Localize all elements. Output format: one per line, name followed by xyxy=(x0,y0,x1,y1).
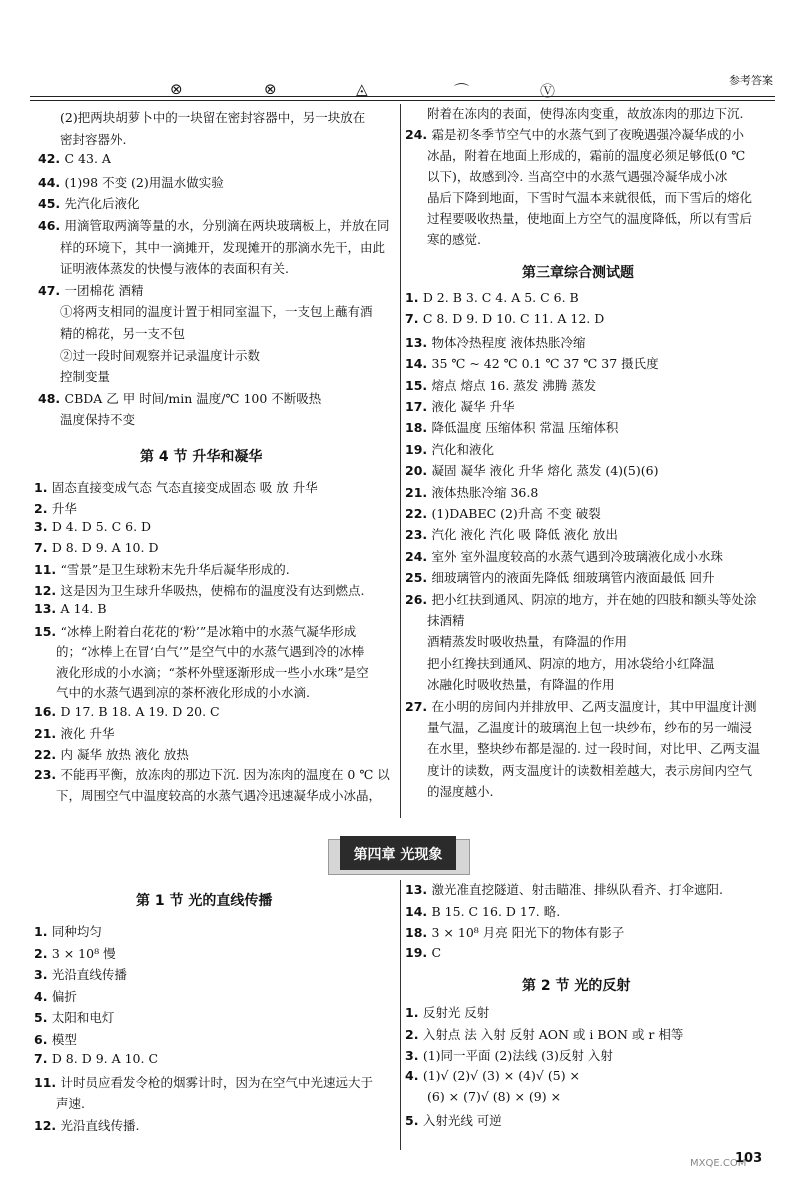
answer-line: 14. 35 ℃ ~ 42 ℃ 0.1 ℃ 37 ℃ 37 摄氏度 xyxy=(405,356,659,372)
answer-line: ②过一段时间观察并记录温度计示数 xyxy=(60,347,261,363)
answer-line: 在水里，整块纱布都是湿的. 过一段时间，对比甲、乙两支温 xyxy=(427,741,760,757)
answer-line: 7. D 8. D 9. A 10. D xyxy=(34,539,159,555)
answer-line: 7. D 8. D 9. A 10. C xyxy=(34,1051,159,1066)
answer-line: 控制变量 xyxy=(60,369,111,385)
answer-line: 3. (1)同一平面 (2)法线 (3)反射 入射 xyxy=(405,1048,613,1063)
answer-line: 45. 先汽化后液化 xyxy=(38,196,140,212)
answer-line: 22. 内 凝华 放热 液化 放热 xyxy=(34,746,189,762)
answer-line: 5. 太阳和电灯 xyxy=(34,1010,115,1025)
answer-line: 23. 汽化 液化 汽化 吸 降低 液化 放出 xyxy=(405,527,618,543)
answer-line: 3. 光沿直线传播 xyxy=(34,967,127,982)
answer-line: 的；“冰棒上在冒‘白气’”是空气中的水蒸气遇到冷的冰棒 xyxy=(56,644,365,659)
answer-line: 样的环境下，其中一滴摊开，发现摊开的那滴水先干，由此 xyxy=(60,239,386,255)
answer-line: 12. 这是因为卫生球升华吸热，使棉布的温度没有达到燃点. xyxy=(34,582,365,598)
answer-line: 液化形成的小水滴；“茶杯外壁逐渐形成一些小水珠”是空 xyxy=(56,664,369,680)
answer-line: 1. 同种均匀 xyxy=(34,924,102,939)
answer-line: 46. 用滴管取两滴等量的水，分别滴在两块玻璃板上，并放在同 xyxy=(38,218,390,233)
answer-line: 42. C 43. A xyxy=(38,151,111,167)
answer-line: 23. 不能再平衡，放冻肉的那边下沉. 因为冻肉的温度在 0 ℃ 以 xyxy=(34,767,390,782)
section-title: 第 1 节 光的直线传播 xyxy=(136,893,273,909)
answer-line: 15. “冰棒上附着白花花的‘粉’”是冰箱中的水蒸气凝华形成 xyxy=(34,623,357,639)
answer-line: 11. “雪景”是卫生球粉末先升华后凝华形成的. xyxy=(34,562,290,577)
answer-line: 证明液体蒸发的快慢与液体的表面积有关. xyxy=(60,261,289,277)
answer-line: 2. 3 × 10⁸ 慢 xyxy=(34,945,116,961)
answer-line: 12. 光沿直线传播. xyxy=(34,1117,140,1133)
answer-line: 13. 激光准直挖隧道、射击瞄准、排纵队看齐、打伞遮阳. xyxy=(405,882,723,897)
decor-triangle-icon: ◬ xyxy=(356,80,368,98)
answer-line: 48. CBDA 乙 甲 时间/min 温度/℃ 100 不断吸热 xyxy=(38,390,322,406)
answer-line: 的湿度越小. xyxy=(427,784,494,800)
answer-line: 2. 升华 xyxy=(34,500,77,516)
answer-line: 下，周围空气中温度较高的水蒸气遇冷迅速凝华成小冰晶， xyxy=(56,787,382,803)
answer-line: 以下)，故感到冷. 当高空中的水蒸气遇强冷凝华成小冰 xyxy=(427,169,728,184)
answer-line: 把小红搀扶到通风、阴凉的地方，用冰袋给小红降温 xyxy=(427,655,715,671)
header-rule xyxy=(30,96,775,97)
answer-line: 21. 液体热胀冷缩 36.8 xyxy=(405,484,539,500)
answer-line: 1. 固态直接变成气态 气态直接变成固态 吸 放 升华 xyxy=(34,480,318,495)
answer-line: 3. D 4. D 5. C 6. D xyxy=(34,519,152,534)
answer-line: 1. 反射光 反射 xyxy=(405,1005,490,1020)
answer-line: 13. A 14. B xyxy=(34,601,107,616)
page-number: 103 xyxy=(735,1151,763,1166)
answer-line: 7. C 8. D 9. D 10. C 11. A 12. D xyxy=(405,311,605,327)
answer-line: 温度保持不变 xyxy=(60,412,136,428)
answer-line: 15. 熔点 熔点 16. 蒸发 沸腾 蒸发 xyxy=(405,377,597,393)
answer-line: 抹酒精 xyxy=(427,613,465,628)
answer-line: 声速. xyxy=(56,1096,85,1111)
answer-line: 19. 汽化和液化 xyxy=(405,441,495,457)
answer-line: 密封容器外. xyxy=(60,131,127,147)
column-divider xyxy=(400,104,401,818)
answer-line: 2. 入射点 法 入射 反射 AON 或 i BON 或 r 相等 xyxy=(405,1026,684,1042)
answer-line: 度计的读数，两支温度计的读数相差越大，表示房间内空气 xyxy=(427,762,753,778)
answer-line: 11. 计时员应看发令枪的烟雾计时，因为在空气中光速远大于 xyxy=(34,1074,374,1090)
answer-line: 精的棉花，另一支不包 xyxy=(60,326,186,341)
answer-line: 19. C xyxy=(405,944,442,960)
page-header xyxy=(30,72,775,102)
answer-line: 20. 凝固 凝华 液化 升华 熔化 蒸发 (4)(5)(6) xyxy=(405,463,659,479)
column-divider xyxy=(400,880,401,1150)
answer-line: 25. 细玻璃管内的液面先降低 细玻璃管内液面最低 回升 xyxy=(405,570,715,586)
answer-line: ①将两支相同的温度计置于相同室温下，一支包上蘸有酒 xyxy=(60,304,373,320)
answer-line: 6. 模型 xyxy=(34,1031,77,1047)
chapter-title: 第四章 光现象 xyxy=(353,847,443,863)
answer-line: 24. 室外 室外温度较高的水蒸气遇到冷玻璃液化成小水珠 xyxy=(405,548,723,564)
answer-line: 16. D 17. B 18. A 19. D 20. C xyxy=(34,703,220,719)
answer-line: (2)把两块胡萝卜中的一块留在密封容器中，另一块放在 xyxy=(60,110,366,125)
answer-line: 47. 一团棉花 酒精 xyxy=(38,282,144,298)
answer-line: (6) × (7)√ (8) × (9) × xyxy=(427,1089,562,1104)
answer-line: 21. 液化 升华 xyxy=(34,726,115,741)
section-title: 第 2 节 光的反射 xyxy=(522,978,631,994)
answer-line: 1. D 2. B 3. C 4. A 5. C 6. B xyxy=(405,290,579,305)
answer-line: 5. 入射光线 可逆 xyxy=(405,1112,502,1128)
answer-line: 26. 把小红扶到通风、阴凉的地方，并在她的四肢和额头等处涂 xyxy=(405,591,757,607)
answer-line: 22. (1)DABEC (2)升高 不变 破裂 xyxy=(405,506,601,521)
answer-line: 27. 在小明的房间内并排放甲、乙两支温度计，其中甲温度计测 xyxy=(405,698,757,714)
answer-line: 酒精蒸发时吸收热量，有降温的作用 xyxy=(427,634,628,650)
answer-line: 14. B 15. C 16. D 17. 略. xyxy=(405,903,561,919)
decor-circle-x-icon: ⊗ xyxy=(264,80,277,98)
answer-line: 13. 物体冷热程度 液体热胀冷缩 xyxy=(405,334,586,350)
answer-line: 冰融化时吸收热量，有降温的作用 xyxy=(427,677,615,693)
answer-line: 寒的感觉. xyxy=(427,232,481,247)
answer-line: 附着在冻肉的表面，使得冻肉变重，故放冻肉的那边下沉. xyxy=(427,106,744,121)
answer-line: 4. (1)√ (2)√ (3) × (4)√ (5) × xyxy=(405,1067,581,1083)
answer-line: 4. 偏折 xyxy=(34,988,77,1004)
answer-line: 量气温，乙温度计的玻璃泡上包一块纱布，纱布的另一端浸 xyxy=(427,720,753,735)
header-rule xyxy=(30,100,775,101)
answer-line: 44. (1)98 不变 (2)用温水做实验 xyxy=(38,174,224,190)
chapter-test-title: 第三章综合测试题 xyxy=(522,265,634,281)
watermark: MXQE.COM xyxy=(690,1158,747,1169)
answer-line: 18. 降低温度 压缩体积 常温 压缩体积 xyxy=(405,420,619,436)
decor-circle-x-icon: ⊗ xyxy=(170,80,183,98)
answer-line: 24. 霜是初冬季节空气中的水蒸气到了夜晚遇强冷凝华成的小 xyxy=(405,127,745,142)
answer-line: 18. 3 × 10⁸ 月亮 阳光下的物体有影子 xyxy=(405,925,625,940)
header-label: 参考答案 xyxy=(729,74,773,87)
decor-arc-icon: ⌒ xyxy=(454,82,470,100)
answer-line: 晶后下降到地面，下雪时气温本来就很低，而下雪后的熔化 xyxy=(427,190,753,205)
section-title: 第 4 节 升华和凝华 xyxy=(140,449,263,465)
answer-line: 17. 液化 凝华 升华 xyxy=(405,399,515,414)
answer-line: 过程要吸收热量，使地面上方空气的温度降低，所以有雪后 xyxy=(427,211,753,226)
answer-line: 气中的水蒸气遇到凉的茶杯液化形成的小水滴. xyxy=(56,685,310,700)
chapter-banner xyxy=(328,836,468,876)
decor-circle-v-icon: Ⓥ xyxy=(540,82,556,100)
answer-line: 冰晶，附着在地面上形成的，霜前的温度必须足够低(0 ℃ xyxy=(427,148,746,163)
